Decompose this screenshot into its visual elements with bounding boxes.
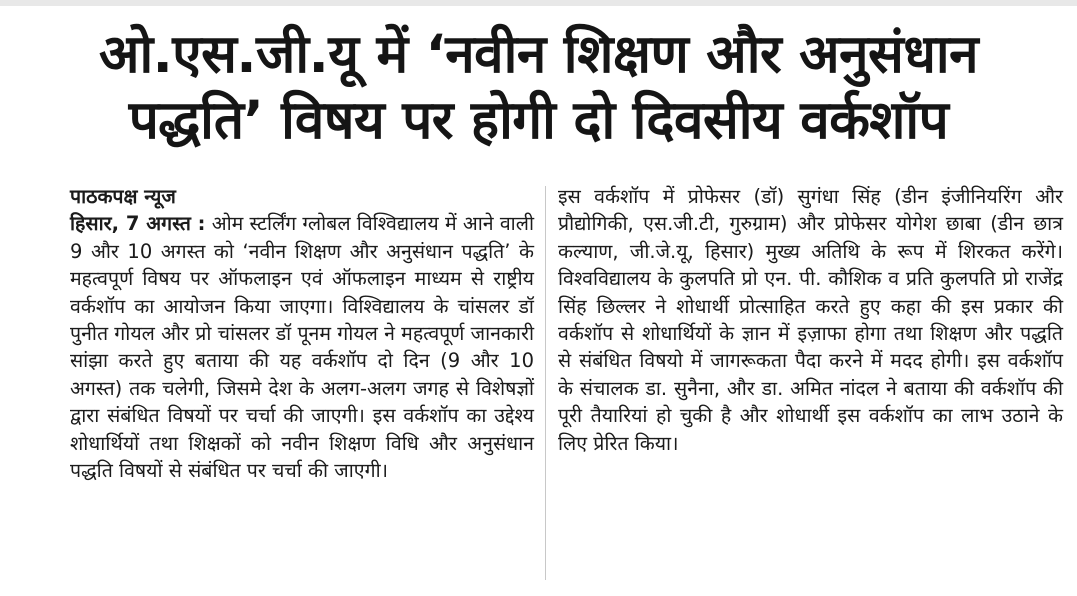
byline: पाठकपक्ष न्यूज [70, 185, 176, 208]
headline-line-1: ओ.एस.जी.यू में ‘नवीन शिक्षण और अनुसंधान [98, 24, 979, 85]
left-body-text: ओम स्टर्लिंग ग्लोबल विश्विद्यालय में आने वाली 9 और 10 अगस्त को ‘नवीन शिक्षण और अनुसंधान पद्धति’ के महत्वपूर्ण विषय पर ऑफलाइन एवं ऑफलाइन माध्यम से राष्ट्रीय वर्कशॉप का आयोजन किया जाएगा। विश्विद्यालय के चांसलर डॉ पुनीत गोयल और प्रो चांसलर डॉ पूनम गोयल ने महत्वपूर्ण जानकारी सांझा करते हुए बताया की यह वर्कशॉप दो दिन (9 और 10 अगस्त) तक चलेगी, जिसमे देश के अलग-अलग जगह से विशेषज्ञों द्वारा संबंधित विषयों पर चर्चा की जाएगी। इस वर्कशॉप का उद्देश्य शोधार्थियों तथा शिक्षकों को नवीन शिक्षण विधि और अनुसंधान पद्धति विषयों से संबंधित पर चर्चा की जाएगी। [70, 212, 534, 483]
article-paragraph-left [22, 210, 534, 484]
top-rule [0, 0, 1077, 6]
article-paragraph-right: इस वर्कशॉप में प्रोफेसर (डॉ) सुगंधा सिंह (डीन इंजीनियरिंग और प्रौद्योगिकी, एस.जी.टी, गुरुग्राम) और प्रोफेसर योगेश छाबा (डीन छात्र कल्याण, जी.जे.यू, हिसार) मुख्य अतिथि के रूप में शिरकत करेंगे। विश्वविद्यालय के कुलपति प्रो एन. पी. कौशिक व प्रति कुलपति प्रो राजेंद्र सिंह छिल्लर ने शोधार्थी प्रोत्साहित करते हुए कहा की इस प्रकार की वर्कशॉप से शोधार्थियों के ज्ञान में इज़ाफा होगा तथा शिक्षण और पद्धति से संबंधित विषयो में जागरूकता पैदा करने में मदद होगी। इस वर्कशॉप के संचालक डा. सुनैना, और डा. अमित नांदल ने बताया की वर्कशॉप की पूरी तैयारियां हो चुकी है और शोधार्थी इस वर्कशॉप का लाभ उठाने के लिए प्रेरित किया। [558, 185, 1063, 455]
article-column-left [22, 183, 534, 484]
headline [10, 22, 1067, 154]
headline-line-2: पद्धति’ विषय पर होगी दो दिवसीय वर्कशॉप [128, 90, 949, 151]
dateline: हिसार, 7 अगस्त : [70, 212, 206, 236]
column-divider [545, 186, 546, 580]
article-column-right [558, 183, 1063, 457]
